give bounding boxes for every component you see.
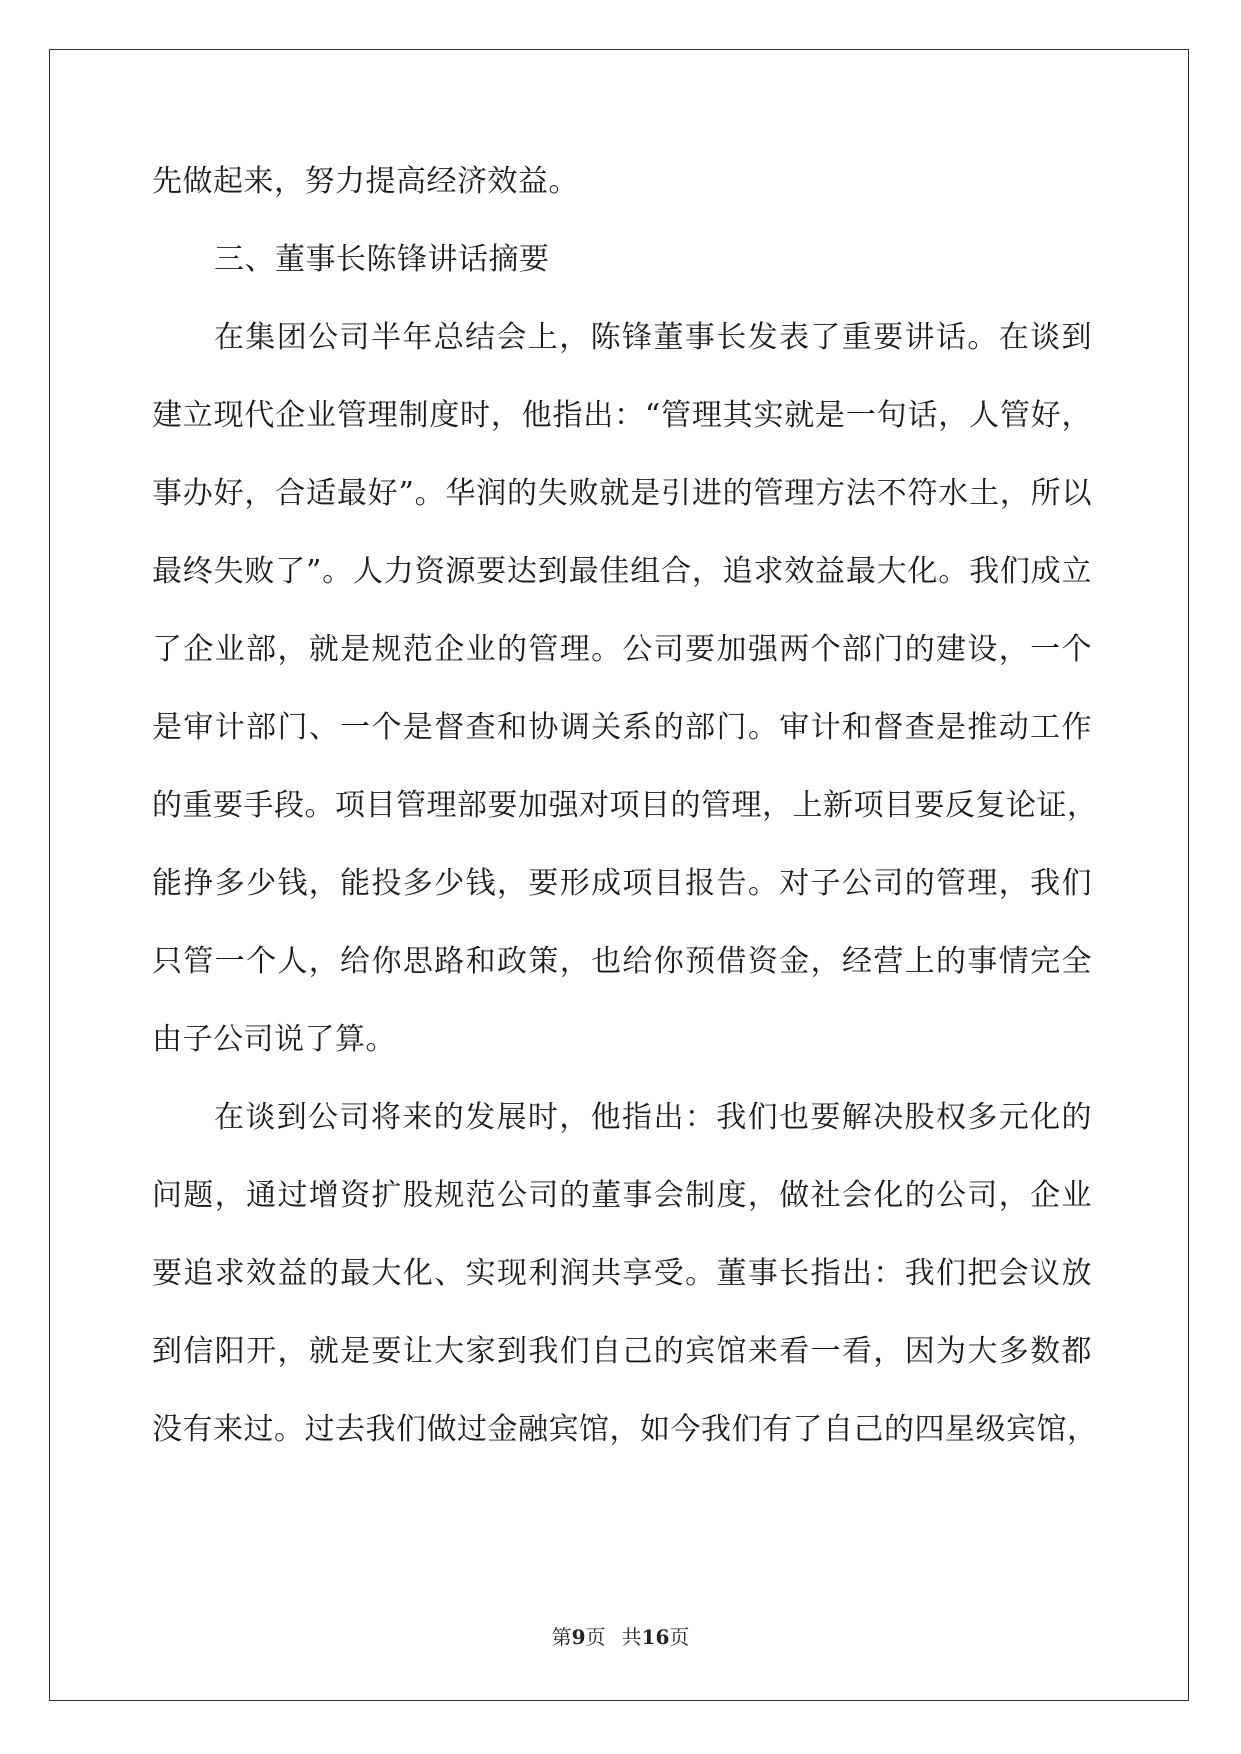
text-line: 建立现代企业管理制度时，他指出：“管理其实就是一句话，人管好， xyxy=(152,398,1092,433)
total-pages-number: 16 xyxy=(641,1625,670,1649)
text-line: 的重要手段。项目管理部要加强对项目的管理，上新项目要反复论证， xyxy=(152,788,1098,823)
footer-page-suffix: 页 xyxy=(585,1625,606,1649)
text-line: 事办好，合适最好”。华润的失败就是引进的管理方法不符水土，所以 xyxy=(152,476,1092,511)
text-line: 到信阳开，就是要让大家到我们自己的宾馆来看一看，因为大多数都 xyxy=(152,1334,1092,1369)
text-line: 了企业部，就是规范企业的管理。公司要加强两个部门的建设，一个 xyxy=(152,632,1092,667)
text-line: 最终失败了”。人力资源要达到最佳组合，追求效益最大化。我们成立 xyxy=(152,554,1092,589)
text-line: 在集团公司半年总结会上，陈锋董事长发表了重要讲话。在谈到 xyxy=(214,320,1092,355)
text-line: 由子公司说了算。 xyxy=(152,1022,396,1057)
text-line: 要追求效益的最大化、实现利润共享受。董事长指出：我们把会议放 xyxy=(152,1256,1092,1291)
text-line: 先做起来，努力提高经济效益。 xyxy=(152,164,579,199)
page-footer xyxy=(0,1623,1241,1651)
text-line: 只管一个人，给你思路和政策，也给你预借资金，经营上的事情完全 xyxy=(152,944,1092,979)
text-line: 在谈到公司将来的发展时，他指出：我们也要解决股权多元化的 xyxy=(214,1100,1092,1135)
current-page-number: 9 xyxy=(571,1625,586,1649)
footer-total-prefix: 共 xyxy=(621,1625,642,1649)
footer-total-suffix: 页 xyxy=(669,1625,690,1649)
text-line: 问题，通过增资扩股规范公司的董事会制度，做社会化的公司，企业 xyxy=(152,1178,1092,1213)
text-line: 是审计部门、一个是督查和协调关系的部门。审计和督查是推动工作 xyxy=(152,710,1092,745)
text-line: 没有来过。过去我们做过金融宾馆，如今我们有了自己的四星级宾馆， xyxy=(152,1412,1098,1447)
text-line: 能挣多少钱，能投多少钱，要形成项目报告。对子公司的管理，我们 xyxy=(152,866,1092,901)
section-heading: 三、董事长陈锋讲话摘要 xyxy=(214,242,550,277)
document-body xyxy=(152,162,1098,1488)
footer-prefix: 第 xyxy=(551,1625,572,1649)
